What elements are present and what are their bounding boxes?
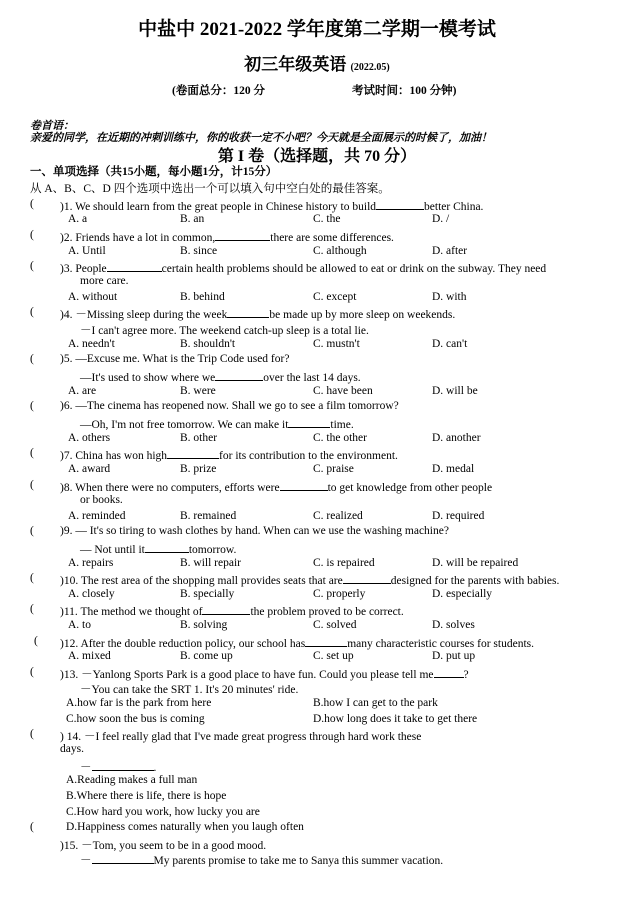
question-3: )3. People certain health problems should be allowed to eat or drink on the subway. They need (60, 260, 546, 275)
blank[interactable] (305, 635, 347, 647)
blank[interactable] (215, 369, 263, 381)
question-2: )2. Friends have a lot in common, there are some differences. (60, 229, 394, 244)
option[interactable]: B. solving (180, 619, 228, 631)
option[interactable]: C. solved (313, 619, 357, 631)
answer-paren[interactable]: ( (30, 447, 34, 459)
answer-paren[interactable]: ( (30, 260, 34, 272)
question-11: )11. The method we thought of the problem proved to be correct. (60, 603, 404, 618)
option[interactable]: A. without (68, 291, 118, 303)
option[interactable]: A. Until (68, 245, 106, 257)
question-5: )5. —Excuse me. What is the Trip Code used for? (60, 353, 290, 365)
blank[interactable] (167, 447, 219, 459)
exam-title: 中盐中 2021-2022 学年度第二学期一模考试 (138, 19, 496, 40)
option[interactable]: A. needn't (68, 338, 115, 350)
total-score: (卷面总分：120 分 (172, 85, 265, 97)
option[interactable]: B. since (180, 245, 218, 257)
option[interactable]: A. to (68, 619, 91, 631)
option[interactable]: C. set up (313, 650, 354, 662)
answer-paren[interactable]: ( (30, 821, 34, 833)
answer-paren[interactable]: ( (30, 525, 34, 537)
option[interactable]: C. except (313, 291, 357, 303)
answer-paren[interactable]: ( (30, 229, 34, 241)
blank[interactable] (107, 260, 162, 272)
option[interactable]: C.How hard you work, how lucky you are (66, 806, 260, 818)
option[interactable]: D. solves (432, 619, 475, 631)
option[interactable]: B. an (180, 213, 205, 225)
blank[interactable] (215, 229, 270, 241)
option[interactable]: C. praise (313, 463, 354, 475)
option[interactable]: C. the (313, 213, 341, 225)
answer-paren[interactable]: ( (30, 306, 34, 318)
option[interactable]: C.how soon the bus is coming (66, 713, 205, 725)
option[interactable]: A. closely (68, 588, 115, 600)
option[interactable]: A. mixed (68, 650, 111, 662)
option[interactable]: D. medal (432, 463, 475, 475)
option[interactable]: C. realized (313, 510, 363, 522)
option[interactable]: D. put up (432, 650, 476, 662)
section-title: 一、单项选择（共15小题，每小题1分，计15分） (30, 166, 278, 178)
option[interactable]: B. remained (180, 510, 237, 522)
option[interactable]: D.Happiness comes naturally when you laugh often (66, 821, 304, 833)
option[interactable]: D. will be repaired (432, 557, 519, 569)
answer-paren[interactable]: ( (30, 400, 34, 412)
option[interactable]: D. with (432, 291, 467, 303)
blank[interactable] (288, 416, 330, 428)
blank[interactable] (145, 541, 189, 553)
option[interactable]: B. will repair (180, 557, 241, 569)
answer-paren[interactable]: ( (30, 666, 34, 678)
answer-paren[interactable]: ( (30, 198, 34, 210)
option[interactable]: D. especially (432, 588, 493, 600)
option[interactable]: C. is repaired (313, 557, 375, 569)
option[interactable]: B.how I can get to the park (313, 697, 438, 709)
answer-paren[interactable]: ( (30, 353, 34, 365)
option[interactable]: A. repairs (68, 557, 114, 569)
question-14: ) 14. －I feel really glad that I've made great progress through hard work these (60, 731, 422, 743)
option[interactable]: B. other (180, 432, 218, 444)
question-3-cont: more care. (80, 275, 129, 287)
exam-time: 考试时间：100 分钟) (352, 85, 457, 97)
question-6: )6. —The cinema has reopened now. Shall we go to see a film tomorrow? (60, 400, 399, 412)
option[interactable]: C. the other (313, 432, 367, 444)
option[interactable]: D. after (432, 245, 468, 257)
answer-paren[interactable]: ( (30, 479, 34, 491)
answer-paren[interactable]: ( (34, 635, 38, 647)
blank[interactable] (202, 603, 250, 615)
option[interactable]: C. although (313, 245, 367, 257)
option[interactable]: A.how far is the park from here (66, 697, 212, 709)
blank[interactable] (227, 306, 269, 318)
option[interactable]: B. prize (180, 463, 217, 475)
option[interactable]: B. shouldn't (180, 338, 236, 350)
option[interactable]: A. others (68, 432, 111, 444)
question-13-reply: －You can take the SRT 1. It's 20 minutes' ride. (80, 684, 299, 696)
option[interactable]: D. required (432, 510, 485, 522)
option[interactable]: B. behind (180, 291, 225, 303)
blank[interactable] (92, 852, 154, 864)
option[interactable]: A.Reading makes a full man (66, 774, 198, 786)
blank[interactable] (92, 759, 154, 771)
question-10: )10. The rest area of the shopping mall provides seats that are designed for the parents with babies. (60, 572, 559, 587)
question-9: )9. — It's so tiring to wash clothes by hand. When can we use the washing machine? (60, 525, 449, 537)
question-14-reply: － . (80, 759, 156, 775)
question-8: )8. When there were no computers, efforts were to get knowledge from other people (60, 479, 492, 494)
option[interactable]: C. have been (313, 385, 373, 397)
question-15: )15. －Tom, you seem to be in a good mood. (60, 840, 267, 852)
option[interactable]: D. / (432, 213, 450, 225)
answer-paren[interactable]: ( (30, 603, 34, 615)
option[interactable]: A. are (68, 385, 97, 397)
subject-title: 初三年级英语 (244, 55, 347, 74)
question-8-cont: or books. (80, 494, 123, 506)
blank[interactable] (376, 198, 424, 210)
question-4-reply: －I can't agree more. The weekend catch-up sleep is a total lie. (80, 325, 369, 337)
option[interactable]: A. award (68, 463, 111, 475)
question-12: )12. After the double reduction policy, our school has many characteristic courses for students. (60, 635, 534, 650)
question-15-reply: － My parents promise to take me to Sanya this summer vacation. (80, 852, 443, 868)
note-heading: 卷首语： (30, 120, 74, 132)
blank[interactable] (434, 666, 464, 678)
question-7: )7. China has won high for its contribution to the environment. (60, 447, 398, 462)
exam-date: (2022.05) (350, 62, 390, 73)
option[interactable]: B.Where there is life, there is hope (66, 790, 227, 802)
blank[interactable] (280, 479, 328, 491)
option[interactable]: A. a (68, 213, 88, 225)
part-title: 第 I 卷（选择题，共 70 分） (217, 148, 417, 165)
option[interactable]: B. specially (180, 588, 235, 600)
exam-subtitle (0, 50, 634, 75)
question-13: )13. －Yanlong Sports Park is a good place to have fun. Could you please tell me ? (60, 666, 469, 682)
option[interactable]: C. mustn't (313, 338, 360, 350)
question-5-reply: —It's used to show where we over the last 14 days. (80, 369, 361, 384)
question-14-cont: days. (60, 743, 84, 755)
option[interactable]: B. were (180, 385, 216, 397)
option[interactable]: D. another (432, 432, 481, 444)
option[interactable]: B. come up (180, 650, 233, 662)
question-1: )1. We should learn from the great people in Chinese history to build better China. (60, 198, 483, 213)
question-4: )4. －Missing sleep during the week be made up by more sleep on weekends. (60, 306, 455, 322)
answer-paren[interactable]: ( (30, 572, 34, 584)
blank[interactable] (343, 572, 391, 584)
note-text: 亲爱的同学，在近期的冲刺训练中，你的收获一定不小吧？今天就是全面展示的时候了，加油！ (30, 132, 492, 144)
section-instruction: 从 A、B、C、D 四个选项中选出一个可以填入句中空白处的最佳答案。 (30, 183, 390, 195)
option[interactable]: A. reminded (68, 510, 126, 522)
option[interactable]: D. will be (432, 385, 478, 397)
option[interactable]: D.how long does it take to get there (313, 713, 478, 725)
question-9-reply: — Not until it tomorrow. (80, 541, 236, 556)
answer-paren[interactable]: ( (30, 728, 34, 740)
option[interactable]: C. properly (313, 588, 366, 600)
option[interactable]: D. can't (432, 338, 468, 350)
question-6-reply: —Oh, I'm not free tomorrow. We can make it time. (80, 416, 354, 431)
